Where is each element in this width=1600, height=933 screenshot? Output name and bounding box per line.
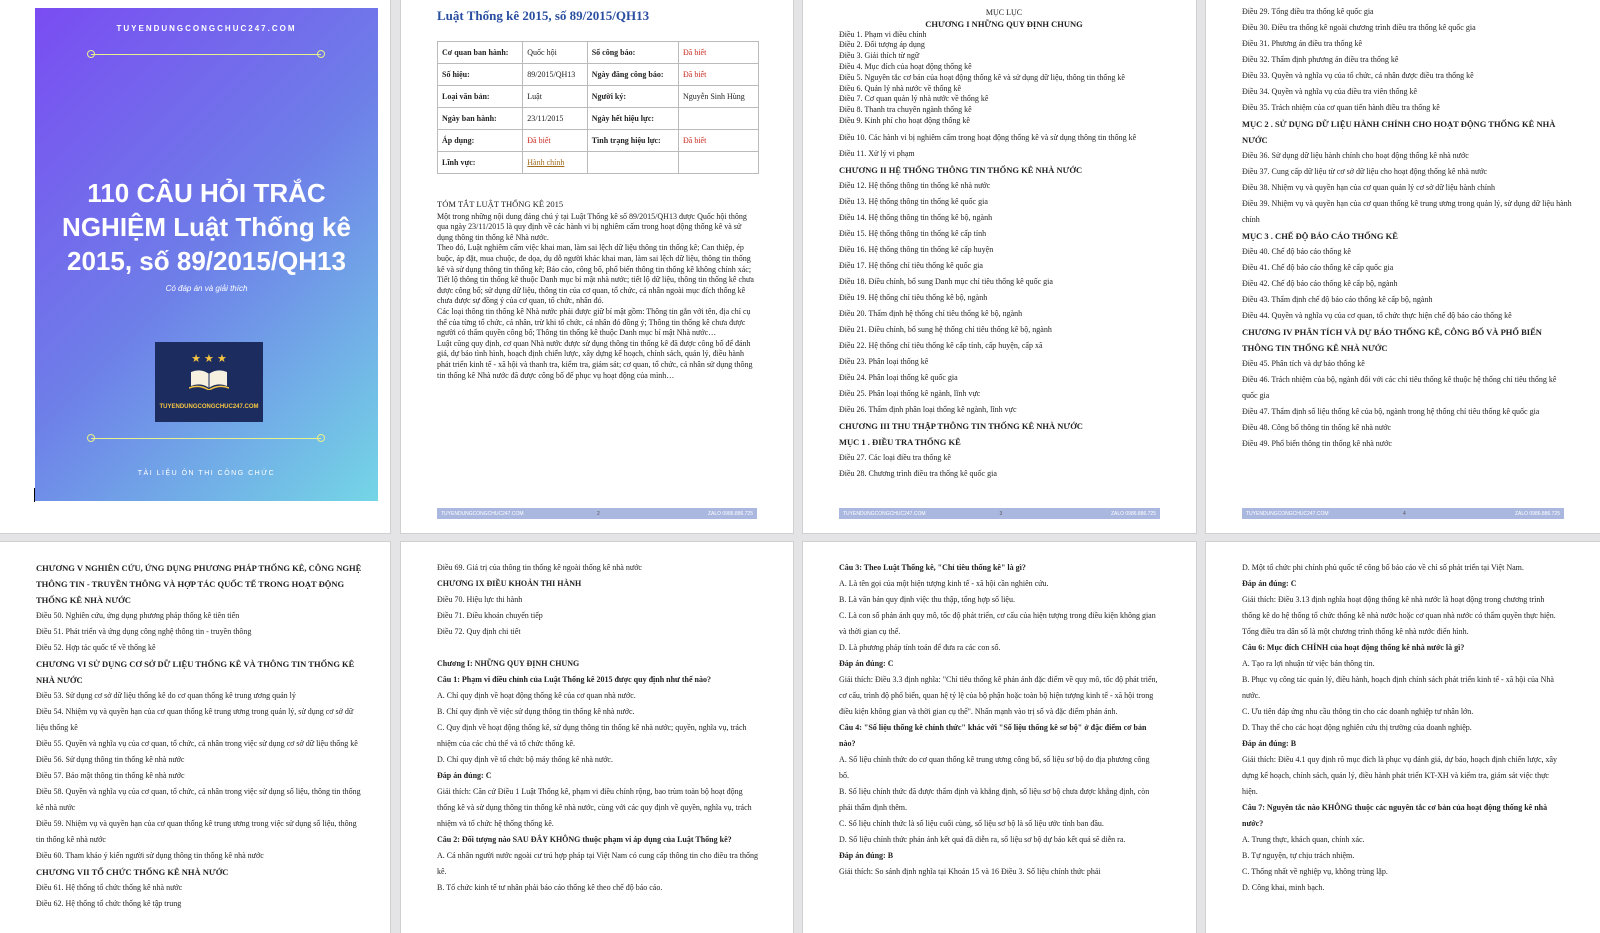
list-item: Điều 24. Phân loại thống kê quốc gia xyxy=(839,373,958,382)
list-item: Điều 25. Phân loại thống kê ngành, lĩnh vực xyxy=(839,389,981,398)
list-item: C. Là con số phản ánh quy mô, tốc độ phát triển, cơ cấu của hiện tượng trong điều kiện không gian và thời gian cụ thể. xyxy=(839,611,1156,636)
section-heading: MỤC 2 . SỬ DỤNG DỮ LIỆU HÀNH CHÍNH CHO HOẠT ĐỘNG THỐNG KÊ NHÀ NƯỚC xyxy=(1242,119,1556,145)
table-of-contents xyxy=(839,8,1169,127)
page-8[interactable] xyxy=(1206,542,1600,933)
page-5[interactable] xyxy=(0,542,390,933)
list-item: Điều 20. Thẩm định hệ thống chỉ tiêu thống kê bộ, ngành xyxy=(839,309,1023,318)
toc-item[interactable]: Điều 7. Cơ quan quản lý nhà nước về thống kê xyxy=(839,94,989,104)
list-item: B. Chỉ quy định về việc sử dụng thông tin thống kê nhà nước. xyxy=(437,707,635,716)
toc-item[interactable]: Điều 4. Mục đích của hoạt động thống kê xyxy=(839,61,972,71)
section-heading: CHƯƠNG III THU THẬP THÔNG TIN THỐNG KÊ NHÀ NƯỚC xyxy=(839,421,1083,431)
info-value: Đã biết xyxy=(678,64,758,86)
page-number: 2 xyxy=(597,511,600,517)
list-item: A. Là tên gọi của một hiện tượng kinh tế - xã hội cần nghiên cứu. xyxy=(839,579,1049,588)
info-value: Luật xyxy=(523,86,587,108)
list-item: Điều 21. Điều chỉnh, bổ sung hệ thống chỉ tiêu thống kê bộ, ngành xyxy=(839,325,1052,334)
list-item: Điều 23. Phân loại thống kê xyxy=(839,357,929,366)
page-4[interactable] xyxy=(1206,0,1600,533)
info-row xyxy=(438,64,759,86)
list-item: Điều 57. Bảo mật thông tin thống kê nhà nước xyxy=(36,771,185,780)
info-label: Ngày ban hành: xyxy=(438,108,523,130)
list-item: Điều 11. Xử lý vi phạm xyxy=(839,149,915,158)
list-item: Điều 12. Hệ thống thông tin thống kê nhà nước xyxy=(839,181,991,190)
cover-subtitle: Có đáp án và giải thích xyxy=(165,284,248,293)
section-heading: Đáp án đúng: C xyxy=(839,659,894,668)
info-value[interactable]: Hành chính xyxy=(523,152,587,174)
list-item: Điều 71. Điều khoản chuyển tiếp xyxy=(437,611,543,620)
page-footer-bar xyxy=(839,508,1160,519)
page-footer-bar xyxy=(437,508,757,519)
info-value: 23/11/2015 xyxy=(523,108,587,130)
list-item: Giải thích: So sánh định nghĩa tại Khoản 15 và 16 Điều 3. Số liệu chính thức phải xyxy=(839,867,1101,876)
text-cursor xyxy=(34,488,35,502)
list-item: Điều 28. Chương trình điều tra thống kê quốc gia xyxy=(839,469,997,478)
list-item: Điều 70. Hiệu lực thi hành xyxy=(437,595,523,604)
list-item: Điều 62. Hệ thống tổ chức thống kê tập trung xyxy=(36,899,182,908)
list-item: C. Số liệu chính thức là số liệu cuối cùng, số liệu sơ bộ là số liệu ước tính ban đầu. xyxy=(839,819,1104,828)
list-item: Điều 47. Thẩm định số liệu thống kê của bộ, ngành trong hệ thống chỉ tiêu thống kê quốc gia xyxy=(1242,407,1540,416)
footer-site: TUYENDUNGCONGCHUC247.COM xyxy=(441,511,524,517)
list-item: Giải thích: Điều 4.1 quy định rõ mục đích là phục vụ đánh giá, dự báo, hoạch định chiến lược, xây dựng kế hoạch, chính sách, quản lý, điều hành phát triển KT-XH và kiểm tra, giám sát việc thực hiện. xyxy=(1242,755,1558,796)
section-heading: Đáp án đúng: B xyxy=(1242,739,1297,748)
document-info-table xyxy=(437,41,759,174)
divider-dot-icon xyxy=(317,50,325,58)
info-label: Lĩnh vực: xyxy=(438,152,523,174)
list-item: Điều 30. Điều tra thống kê ngoài chương trình điều tra thống kê quốc gia xyxy=(1242,23,1476,32)
info-label xyxy=(587,152,678,174)
list-item: Điều 69. Giá trị của thông tin thống kê ngoài thống kê nhà nước xyxy=(437,563,642,572)
section-heading: Câu 6: Mục đích CHÍNH của hoạt động thống kê nhà nước là gì? xyxy=(1242,643,1465,652)
list-item: Điều 51. Phát triển và ứng dụng công nghệ thông tin - truyền thông xyxy=(36,627,252,636)
list-item: C. Quy định về hoạt động thống kê, sử dụng thông tin thống kê nhà nước; quyền, nghĩa vụ, trách nhiệm của các chủ thể và tổ chức thống kê. xyxy=(437,723,747,748)
cover-title: 110 CÂU HỎI TRẮC NGHIỆM Luật Thống kê 2015, số 89/2015/QH13 xyxy=(62,178,351,276)
info-label: Số hiệu: xyxy=(438,64,523,86)
list-item: Điều 72. Quy định chi tiết xyxy=(437,627,521,636)
list-item: B. Là văn bản quy định việc thu thập, tổng hợp số liệu. xyxy=(839,595,1015,604)
summary-heading: TÓM TẮT LUẬT THỐNG KÊ 2015 xyxy=(437,199,564,209)
page-7[interactable] xyxy=(803,542,1196,933)
page-cover[interactable] xyxy=(0,0,390,533)
document-title: Luật Thống kê 2015, số 89/2015/QH13 xyxy=(437,8,650,23)
list-item: Điều 14. Hệ thống thông tin thống kê bộ, ngành xyxy=(839,213,993,222)
list-item: Giải thích: Điều 3.13 định nghĩa hoạt động thống kê nhà nước là hoạt động trong chương trình thống kê do hệ thống tổ chức thống kê nhà nước hoặc cơ quan nhà nước có thẩm quyền thực hiện. Tổng điều tra dân số là một chương trình thống kê nhà nước điển hình. xyxy=(1242,595,1556,636)
list-item: Điều 17. Hệ thống chỉ tiêu thống kê quốc gia xyxy=(839,261,983,270)
list-item: Điều 27. Các loại điều tra thống kê xyxy=(839,453,951,462)
info-row xyxy=(438,42,759,64)
section-heading: Câu 2: Đối tượng nào SAU ĐÂY KHÔNG thuộc phạm vi áp dụng của Luật Thống kê? xyxy=(437,835,732,844)
section-heading: Câu 3: Theo Luật Thống kê, "Chỉ tiêu thống kê" là gì? xyxy=(839,563,1026,572)
info-label: Ngày hết hiệu lực: xyxy=(587,108,678,130)
stars-icon: ★ ★ ★ xyxy=(191,353,227,365)
list-item: Điều 35. Trách nhiệm của cơ quan tiến hành điều tra thống kê xyxy=(1242,103,1440,112)
list-item: Điều 59. Nhiệm vụ và quyền hạn của cơ quan thống kê trung ương trong việc sử dụng số liệu, thông tin thống kê nhà nước xyxy=(36,819,357,844)
footer-zalo: ZALO 0986.886.725 xyxy=(1110,511,1156,517)
page-3[interactable] xyxy=(803,0,1196,533)
section-heading: MỤC 1 . ĐIỀU TRA THỐNG KÊ xyxy=(839,437,961,447)
list-item: Điều 41. Chế độ báo cáo thống kê cấp quốc gia xyxy=(1242,263,1394,272)
info-value: 89/2015/QH13 xyxy=(523,64,587,86)
info-row xyxy=(438,108,759,130)
info-value: Quốc hội xyxy=(523,42,587,64)
toc-heading: MỤC LỤC xyxy=(985,8,1023,17)
section-heading: Chương I: NHỮNG QUY ĐỊNH CHUNG xyxy=(437,659,580,668)
list-item: Điều 40. Chế độ báo cáo thống kê xyxy=(1242,247,1351,256)
cover-divider-bottom xyxy=(91,438,321,439)
section-heading: CHƯƠNG IV PHÂN TÍCH VÀ DỰ BÁO THỐNG KÊ, CÔNG BỐ VÀ PHỔ BIẾN THÔNG TIN THỐNG KÊ NHÀ NƯỚC xyxy=(1242,327,1542,353)
section-heading: Đáp án đúng: B xyxy=(839,851,894,860)
info-label: Loại văn bản: xyxy=(438,86,523,108)
open-book-icon xyxy=(189,366,229,390)
list-item: C. Ưu tiên đáp ứng nhu cầu thông tin cho các doanh nghiệp tư nhân lớn. xyxy=(1242,707,1474,716)
section-heading: CHƯƠNG II HỆ THỐNG THÔNG TIN THỐNG KÊ NHÀ NƯỚC xyxy=(839,165,1083,175)
cover-footer: TÀI LIỆU ÔN THI CÔNG CHỨC xyxy=(137,470,276,477)
list-item: Điều 39. Nhiệm vụ và quyền hạn của cơ quan thống kê trung ương trong quản lý, sử dụng dữ liệu hành chính xyxy=(1242,199,1572,224)
summary-paragraph: Các loại thông tin thống kê Nhà nước phải được giữ bí mật gồm: Thông tin gắn với tên, địa chỉ cụ thể của từng tổ chức, cá nhân, trừ khi tổ chức, cá nhân đó đồng ý; Thông tin thống kê chưa được người có thẩm quyền công bố; Thông tin thống kê thuộc Danh mục bí mật Nhà nước… xyxy=(437,306,751,338)
list-item: D. Số liệu chính thức phản ánh kết quả đã diễn ra, số liệu sơ bộ dự báo kết quả sẽ diễn ra. xyxy=(839,835,1126,844)
list-item: Điều 50. Nghiên cứu, ứng dụng phương pháp thống kê tiên tiến xyxy=(36,611,240,620)
list-item: Điều 15. Hệ thống thông tin thống kê cấp tỉnh xyxy=(839,229,987,238)
info-row xyxy=(438,130,759,152)
list-item: Điều 34. Quyền và nghĩa vụ của điều tra viên thống kê xyxy=(1242,87,1418,96)
list-item: Điều 45. Phân tích và dự báo thống kê xyxy=(1242,359,1365,368)
list-item: Điều 19. Hệ thống chỉ tiêu thống kê bộ, ngành xyxy=(839,293,988,302)
list-item: Điều 13. Hệ thống thông tin thống kê quốc gia xyxy=(839,197,988,206)
list-item: Điều 16. Hệ thống thông tin thống kê cấp huyện xyxy=(839,245,994,254)
list-item: C. Thống nhất về nghiệp vụ, không trùng lặp. xyxy=(1242,867,1388,876)
list-item: Điều 37. Cung cấp dữ liệu từ cơ sở dữ liệu cho hoạt động thống kê nhà nước xyxy=(1242,167,1488,176)
section-heading: Đáp án đúng: C xyxy=(1242,579,1297,588)
quiz-content xyxy=(1242,560,1564,896)
toc-item[interactable]: Điều 1. Phạm vi điều chỉnh xyxy=(839,29,927,39)
list-item: Điều 53. Sử dụng cơ sở dữ liệu thống kê do cơ quan thống kê trung ương quản lý xyxy=(36,691,296,700)
section-heading: CHƯƠNG VII TỔ CHỨC THỐNG KÊ NHÀ NƯỚC xyxy=(36,867,229,877)
info-value: Đã biết xyxy=(523,130,587,152)
info-label: Số công báo: xyxy=(587,42,678,64)
list-item: Điều 42. Chế độ báo cáo thống kê cấp bộ, ngành xyxy=(1242,279,1398,288)
list-item: B. Tự nguyện, tự chịu trách nhiệm. xyxy=(1242,851,1355,860)
list-item: Giải thích: Điều 3.3 định nghĩa: "Chỉ tiêu thống kê phản ánh đặc điểm về quy mô, tốc độ phát triển, cơ cấu, trình độ phổ biến, quan hệ tỷ lệ của bộ phận hoặc toàn bộ hiện tượng kinh tế - xã hội trong điều kiện không gian và thời gian cụ thể". Nhấn mạnh vào trị số và đặc điểm phản ánh. xyxy=(839,675,1158,716)
toc-list xyxy=(1242,4,1572,452)
list-item: B. Tổ chức kinh tế tư nhân phải báo cáo thống kê theo chế độ báo cáo. xyxy=(437,883,663,892)
list-item: Điều 18. Điều chỉnh, bổ sung Danh mục chỉ tiêu thống kê quốc gia xyxy=(839,277,1053,286)
list-item: Điều 60. Tham khảo ý kiến người sử dụng thông tin thống kê nhà nước xyxy=(36,851,264,860)
cover-panel xyxy=(35,8,378,501)
list-item: Điều 54. Nhiệm vụ và quyền hạn của cơ quan thống kê trung ương trong quản lý, sử dụng cơ sở dữ liệu thống kê xyxy=(36,707,354,732)
list-item: A. Chỉ quy định về hoạt động thống kê của cơ quan nhà nước. xyxy=(437,691,636,700)
list-item: Điều 61. Hệ thống tổ chức thống kê nhà nước xyxy=(36,883,183,892)
info-label: Ngày đăng công báo: xyxy=(587,64,678,86)
list-item: Điều 22. Hệ thống chỉ tiêu thống kê cấp tỉnh, cấp huyện, cấp xã xyxy=(839,341,1043,350)
list-item: A. Cá nhân người nước ngoài cư trú hợp pháp tại Việt Nam có cung cấp thông tin cho điều tra thống kê. xyxy=(437,851,758,876)
list-item: Điều 49. Phổ biến thông tin thống kê nhà nước xyxy=(1242,439,1392,448)
list-item: D. Công khai, minh bạch. xyxy=(1242,883,1325,892)
summary-paragraph: Luật cũng quy định, cơ quan Nhà nước được sử dụng thông tin thống kê đã được công bố để đánh giá, dự báo tình hình, hoạch định chiến lược, xây dựng kế hoạch, chính sách, quản lý, điều hành phát triển kinh tế - xã hội và thanh tra, kiểm tra, giám sát; cơ quan, tổ chức, cá nhân sử dụng thông tin thống kê Nhà nước đã được công bố để phục vụ hoạt động của mình… xyxy=(437,338,753,380)
cover-site: TUYENDUNGCONGCHUC247.COM xyxy=(116,24,297,33)
section-heading: Câu 4: "Số liệu thống kê chính thức" khác với "Số liệu thống kê sơ bộ" ở đặc điểm cơ bản nào? xyxy=(839,723,1147,748)
cover-divider-top xyxy=(91,54,321,55)
toc-item[interactable]: Điều 8. Thanh tra chuyên ngành thống kê xyxy=(839,105,972,115)
divider-dot-icon xyxy=(87,50,95,58)
toc-list xyxy=(839,130,1169,482)
list-item: Điều 55. Quyền và nghĩa vụ của cơ quan, tổ chức, cá nhân trong việc sử dụng cơ sở dữ liệu thống kê xyxy=(36,739,358,748)
summary-section xyxy=(437,199,759,381)
list-item: Điều 10. Các hành vi bị nghiêm cấm trong hoạt động thống kê và sử dụng thông tin thống kê xyxy=(839,133,1137,142)
toc-item[interactable]: Điều 2. Đối tượng áp dụng xyxy=(839,40,925,50)
info-row xyxy=(438,86,759,108)
list-item: Điều 56. Sử dụng thông tin thống kê nhà nước xyxy=(36,755,185,764)
list-item: D. Một tổ chức phi chính phủ quốc tế công bố báo cáo về chỉ số phát triển tại Việt Nam. xyxy=(1242,563,1524,572)
section-heading: CHƯƠNG V NGHIÊN CỨU, ỨNG DỤNG PHƯƠNG PHÁP THỐNG KÊ, CÔNG NGHỆ THÔNG TIN - TRUYỀN THÔNG VÀ HỢP TÁC QUỐC TẾ TRONG HOẠT ĐỘNG THỐNG KÊ NHÀ NƯỚC xyxy=(36,563,362,605)
info-label: Tình trạng hiệu lực: xyxy=(587,130,678,152)
footer-site: TUYENDUNGCONGCHUC247.COM xyxy=(843,511,926,517)
divider-dot-icon xyxy=(87,434,95,442)
section-heading: CHƯƠNG VI SỬ DỤNG CƠ SỞ DỮ LIỆU THỐNG KÊ VÀ THÔNG TIN THỐNG KÊ NHÀ NƯỚC xyxy=(36,659,355,685)
page-2[interactable] xyxy=(401,0,793,533)
list-item: B. Số liệu chính thức đã được thẩm định và khẳng định, số liệu sơ bộ chưa được khẳng định, còn phải thẩm định thêm. xyxy=(839,787,1150,812)
footer-zalo: ZALO 0986.886.725 xyxy=(1514,511,1560,517)
info-value: Nguyễn Sinh Hùng xyxy=(678,86,758,108)
page-6[interactable] xyxy=(401,542,793,933)
brand-logo xyxy=(155,342,263,422)
toc-list xyxy=(36,560,366,912)
section-heading: MỤC 3 . CHẾ ĐỘ BÁO CÁO THỐNG KÊ xyxy=(1242,231,1398,241)
info-value: Đã biết xyxy=(678,130,758,152)
toc-item[interactable]: Điều 9. Kinh phí cho hoạt động thống kê xyxy=(839,115,970,125)
section-heading: Câu 7: Nguyên tắc nào KHÔNG thuộc các nguyên tắc cơ bản của hoạt động thống kê nhà nước? xyxy=(1242,803,1548,828)
info-value: Đã biết xyxy=(678,42,758,64)
info-value xyxy=(678,152,758,174)
list-item: Điều 44. Quyền và nghĩa vụ của cơ quan, tổ chức thực hiện chế độ báo cáo thống kê xyxy=(1242,311,1512,320)
list-item: D. Là phương pháp tính toán để đưa ra các con số. xyxy=(839,643,1001,652)
section-heading: CHƯƠNG IX ĐIỀU KHOẢN THI HÀNH xyxy=(437,579,582,588)
list-item: Điều 26. Thẩm định phân loại thống kê ngành, lĩnh vực xyxy=(839,405,1017,414)
summary-paragraph: Theo đó, Luật nghiêm cấm việc khai man, làm sai lệch dữ liệu thông tin thống kê; Can thiệp, ép buộc, áp đặt, mua chuộc, đe dọa, dụ dỗ người khác khai man, làm sai lệch dữ liệu, thông tin thống kê và sử dụng thông tin thống kê; Báo cáo, công bố, phổ biến thông tin thống kê không chính xác; Tiết lộ thông tin thống kê thuộc Danh mục bí mật nhà nước; tiết lộ dữ liệu, thông tin thống kê chưa được công bố; sử dụng dữ liệu, thông tin của cơ quan, tổ chức, cá nhân ngoài mục đích thống kê chưa được sự đồng ý của cơ quan, tổ chức, nhân đó. xyxy=(437,243,754,306)
toc-item[interactable]: Điều 3. Giải thích từ ngữ xyxy=(839,51,920,61)
page-number: 3 xyxy=(999,511,1003,517)
footer-site: TUYENDUNGCONGCHUC247.COM xyxy=(1246,511,1329,517)
list-item: Điều 29. Tổng điều tra thống kê quốc gia xyxy=(1242,7,1374,16)
list-item: A. Trung thực, khách quan, chính xác. xyxy=(1242,835,1365,844)
footer-zalo: ZALO 0986.886.725 xyxy=(707,511,753,517)
list-item: Điều 43. Thẩm định chế độ báo cáo thống kê cấp bộ, ngành xyxy=(1242,295,1433,304)
info-value xyxy=(678,108,758,130)
list-item: Điều 46. Trách nhiệm của bộ, ngành đối với các chỉ tiêu thống kê thuộc hệ thống chỉ tiêu thống kê quốc gia xyxy=(1242,375,1557,400)
list-item: D. Chỉ quy định về tổ chức bộ máy thống kê nhà nước. xyxy=(437,755,613,764)
section-heading: Đáp án đúng: C xyxy=(437,771,492,780)
list-item: B. Phục vụ công tác quản lý, điều hành, hoạch định chính sách phát triển kinh tế - xã hội của Nhà nước. xyxy=(1242,675,1554,700)
section-heading: Câu 1: Phạm vi điều chỉnh của Luật Thống kê 2015 được quy định như thế nào? xyxy=(437,675,711,684)
toc-item[interactable]: Điều 5. Nguyên tắc cơ bản của hoạt động thống kê và sử dụng dữ liệu, thông tin thống kê xyxy=(839,72,1125,82)
page-number: 4 xyxy=(1403,511,1406,517)
quiz-content xyxy=(839,560,1161,880)
info-row xyxy=(438,152,759,174)
logo-text: TUYENDUNGCONGCHUC247.COM xyxy=(159,404,259,410)
list-item: Điều 33. Quyền và nghĩa vụ của tổ chức, cá nhân được điều tra thống kê xyxy=(1242,71,1474,80)
info-label: Cơ quan ban hành: xyxy=(438,42,523,64)
list-item: A. Số liệu chính thức do cơ quan thống kê trung ương công bố, số liệu sơ bộ do địa phương công bố. xyxy=(839,755,1150,780)
list-item xyxy=(437,640,759,656)
list-item: Giải thích: Căn cứ Điều 1 Luật Thống kê, phạm vi điều chỉnh rộng, bao trùm toàn bộ hoạt động thống kê và sử dụng thông tin thống kê nhà nước, cùng với các quy định về quyền, nghĩa vụ, trách nhiệm và tổ chức hệ thống thống kê. xyxy=(437,787,752,828)
summary-paragraph: Một trong những nội dung đáng chú ý tại Luật Thống kê số 89/2015/QH13 được Quốc hội thông qua ngày 23/11/2015 là quy định về các hành vi bị nghiêm cấm trong hoạt động thống kê và sử dụng thông tin thống kê Nhà nước. xyxy=(437,211,747,242)
info-label: Người ký: xyxy=(587,86,678,108)
list-item: Điều 48. Công bố thông tin thống kê nhà nước xyxy=(1242,423,1391,432)
list-item: Điều 32. Thẩm định phương án điều tra thống kê xyxy=(1242,55,1399,64)
list-item: Điều 58. Quyền và nghĩa vụ của cơ quan, tổ chức, cá nhân trong việc sử dụng số liệu, thông tin thống kê nhà nước xyxy=(36,787,361,812)
list-item: D. Thay thế cho các hoạt động nghiên cứu thị trường của doanh nghiệp. xyxy=(1242,723,1472,732)
divider-dot-icon xyxy=(317,434,325,442)
info-label: Áp dụng: xyxy=(438,130,523,152)
quiz-content xyxy=(437,560,759,896)
toc-item[interactable]: Điều 6. Quản lý nhà nước về thống kê xyxy=(839,83,962,93)
list-item: Điều 31. Phương án điều tra thống kê xyxy=(1242,39,1363,48)
toc-chapter: CHƯƠNG I NHỮNG QUY ĐỊNH CHUNG xyxy=(925,18,1083,29)
list-item: Điều 38. Nhiệm vụ và quyền hạn của cơ quan quản lý cơ sở dữ liệu hành chính xyxy=(1242,183,1495,192)
page-footer-bar xyxy=(1242,508,1564,519)
list-item: Điều 52. Hợp tác quốc tế về thống kê xyxy=(36,643,156,652)
list-item: A. Tạo ra lợi nhuận từ việc bán thông tin. xyxy=(1242,659,1375,668)
list-item: Điều 36. Sử dụng dữ liệu hành chính cho hoạt động thống kê nhà nước xyxy=(1242,151,1469,160)
